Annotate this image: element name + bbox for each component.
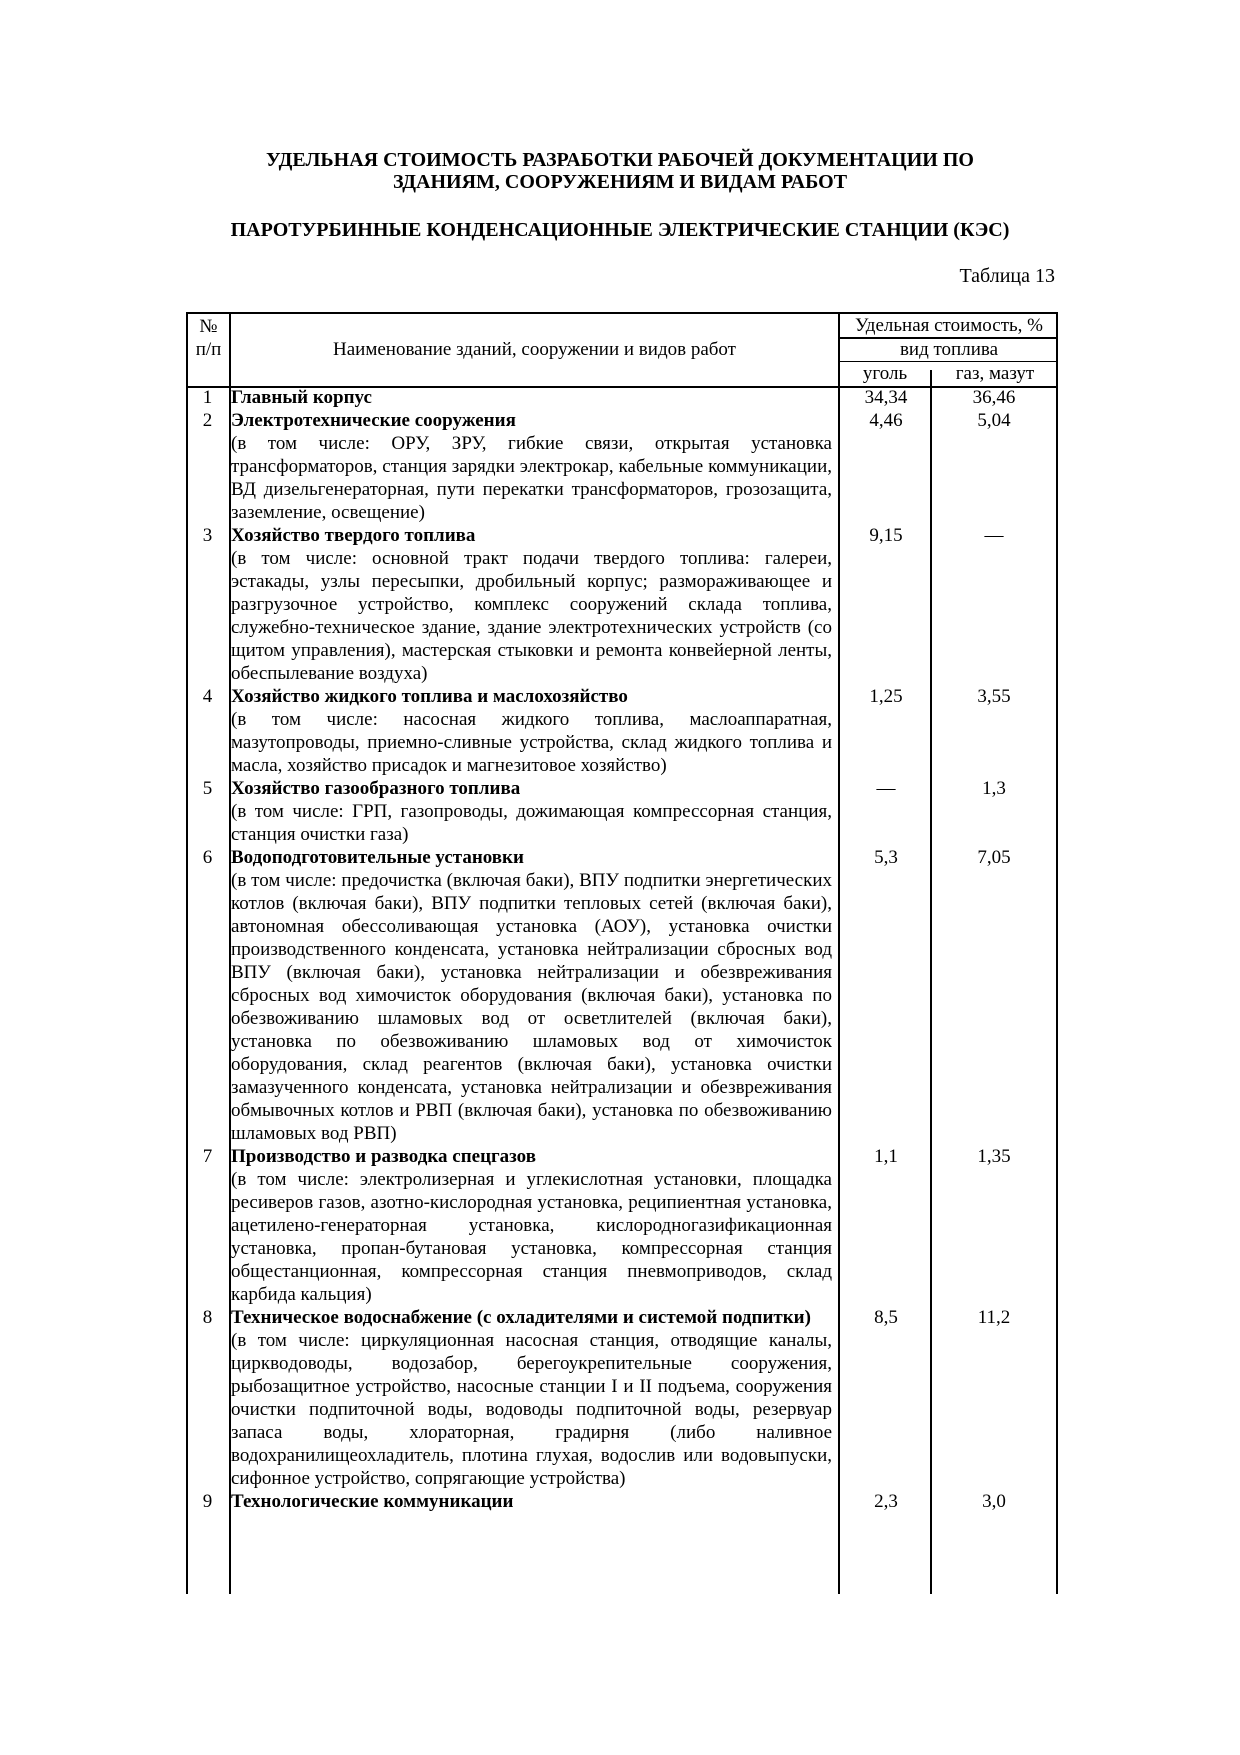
gas-value: 1,3 (982, 778, 1006, 799)
coal-value: — (876, 778, 896, 799)
table-row (186, 777, 1058, 846)
row-name: Техническое водоснабжение (с охладителями и системой подпитки) (231, 1307, 811, 1328)
gas-value: — (984, 525, 1004, 546)
row-description: (в том числе: ОРУ, ЗРУ, гибкие связи, открытая установка трансформаторов, станция зарядки электрокар, кабельные коммуникации, ВД дизельгенераторная, пути перекатки трансформаторов, грозозащита, заземление, освещение) (231, 433, 832, 523)
row-number: 5 (202, 778, 213, 799)
gas-value: 1,35 (977, 1146, 1011, 1167)
row-name: Производство и разводка спецгазов (231, 1146, 536, 1167)
row-name: Хозяйство газообразного топлива (231, 778, 521, 799)
document-title-line1: УДЕЛЬНАЯ СТОИМОСТЬ РАЗРАБОТКИ РАБОЧЕЙ ДОКУМЕНТАЦИИ ПО (266, 149, 974, 171)
row-name: Хозяйство жидкого топлива и маслохозяйство (231, 686, 628, 707)
row-number: 9 (202, 1491, 213, 1512)
gas-value: 36,46 (972, 387, 1016, 408)
coal-value: 2,3 (874, 1491, 898, 1512)
table-row (186, 524, 1058, 685)
gas-value: 3,0 (982, 1491, 1006, 1512)
table-label: Таблица 13 (959, 265, 1055, 287)
row-description: (в том числе: циркуляционная насосная станция, отводящие каналы, цирквoдоводы, водозабор, берегоукрепительные сооружения, рыбозащитное устройство, насосные станции I и II подъема, сооружения очистки подпиточной воды, водоводы подпиточной воды, резервуар запаса воды, хлораторная, градирня (либо наливное водохранилищеохладитель, плотина глухая, водослив или водовыпуски, сифонное устройство, сопрягающие устройства) (231, 1330, 832, 1489)
coal-value: 8,5 (874, 1307, 898, 1328)
row-description: (в том числе: основной тракт подачи твердого топлива: галереи, эстакады, узлы пересыпки, дробильный корпус; размораживающее и разгрузочное устройство, комплекс сооружений склада топлива, служебно-техническое здание, здание электротехнических устройств (со щитом управления), мастерская стыковки и ремонта конвейерной ленты, обеспылевание воздуха) (231, 548, 832, 684)
table-row (186, 1145, 1058, 1306)
document-title-line2: ЗДАНИЯМ, СООРУЖЕНИЯМ И ВИДАМ РАБОТ (392, 171, 848, 193)
table-row (186, 386, 1058, 409)
table-row (186, 409, 1058, 524)
header-fuel: вид топлива (899, 339, 999, 360)
header-num-line1: № (199, 316, 218, 337)
gas-value: 11,2 (977, 1307, 1011, 1328)
row-description: (в том числе: электролизерная и углекислотная установки, площадка ресиверов газов, азотно-кислородная установка, реципиентная установка, ацетилено-генераторная установка, кислородногазификационная установка, пропан-бутановая установка, компрессорная станция общестанционная, компрессорная станция пневмоприводов, склад карбида кальция) (231, 1169, 832, 1305)
row-number: 6 (202, 847, 213, 868)
table-row (186, 1490, 1058, 1513)
header-coal: уголь (862, 363, 908, 384)
gas-value: 5,04 (977, 410, 1011, 431)
gas-value: 7,05 (977, 847, 1011, 868)
row-name: Технологические коммуникации (231, 1491, 514, 1512)
row-description: (в том числе: насосная жидкого топлива, маслоаппаратная, мазутопроводы, приемно-сливные устройства, склад жидкого топлива и масла, хозяйство присадок и магнезитовое хозяйство) (231, 709, 832, 776)
table-body (186, 386, 1058, 1513)
row-number: 3 (202, 525, 213, 546)
row-number: 8 (202, 1307, 213, 1328)
table-row (186, 846, 1058, 1145)
row-name: Главный корпус (231, 387, 372, 408)
row-number: 7 (202, 1146, 213, 1167)
coal-value: 1,25 (869, 686, 903, 707)
coal-value: 9,15 (869, 525, 903, 546)
coal-value: 1,1 (874, 1146, 898, 1167)
table-row (186, 685, 1058, 777)
row-description: (в том числе: предочистка (включая баки), ВПУ подпитки энергетических котлов (включая баки), ВПУ подпитки тепловых сетей (включая баки), автономная обессоливающая установка (АОУ), установка очистки производственного конденсата, установка нейтрализации сбросных вод ВПУ (включая баки), установка нейтрализации и обезвреживания сбросных вод химочисток оборудования (включая баки), установка по обезвоживанию шламовых вод от осветлителей (включая баки), установка по обезвоживанию шламовых вод от химочисток оборудования, склад реагентов (включая баки), установка очистки замазученного конденсата, установка нейтрализации и обезвреживания обмывочных котлов и РВП (включая баки), установка по обезвоживанию шламовых вод РВП) (231, 870, 832, 1144)
row-number: 1 (202, 387, 213, 408)
row-number: 4 (202, 686, 213, 707)
coal-value: 5,3 (874, 847, 898, 868)
header-name: Наименование зданий, сооружении и видов работ (333, 339, 736, 360)
row-name: Электротехнические сооружения (231, 410, 516, 431)
header-cost: Удельная стоимость, % (854, 315, 1043, 336)
coal-value: 4,46 (869, 410, 903, 431)
row-name: Хозяйство твердого топлива (231, 525, 476, 546)
document-subtitle: ПАРОТУРБИННЫЕ КОНДЕНСАЦИОННЫЕ ЭЛЕКТРИЧЕСКИЕ СТАНЦИИ (КЭС) (230, 219, 1010, 241)
gas-value: 3,55 (977, 686, 1011, 707)
coal-value: 34,34 (864, 387, 908, 408)
row-name: Водоподготовительные установки (231, 847, 524, 868)
header-num-line2: п/п (195, 339, 222, 360)
table-row (186, 1306, 1058, 1490)
header-gas: газ, мазут (955, 363, 1035, 384)
row-number: 2 (202, 410, 213, 431)
row-description: (в том числе: ГРП, газопроводы, дожимающая компрессорная станция, станция очистки газа) (231, 801, 832, 845)
